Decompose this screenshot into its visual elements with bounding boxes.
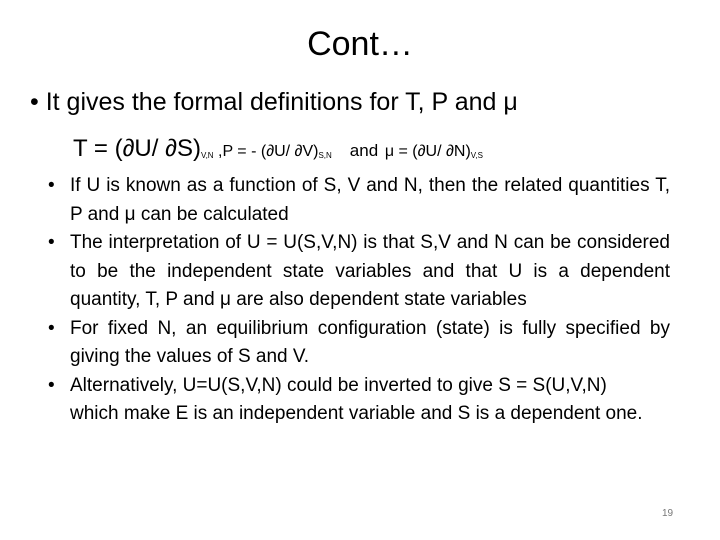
formula-mu-sub: V,S bbox=[470, 151, 483, 160]
main-bullet-text: It gives the formal definitions for T, P and μ bbox=[45, 88, 518, 116]
formula-t: T = (∂U/ ∂S) bbox=[73, 135, 201, 162]
formula-p-sub: S,N bbox=[318, 151, 332, 160]
bullet-list bbox=[48, 172, 670, 429]
list-item: • Alternatively, U=U(S,V,N) could be inverted to give S = S(U,V,N) bbox=[48, 372, 670, 401]
continuation-text: which make E is an independent variable and S is a dependent one. bbox=[70, 403, 643, 424]
list-item: • For fixed N, an equilibrium configuration (state) is fully specified by giving the values of S and V. bbox=[48, 315, 670, 372]
formula-p: ,P = - (∂U/ ∂V) bbox=[213, 143, 319, 160]
main-bullet: • It gives the formal definitions for T, P and μ bbox=[30, 88, 518, 116]
list-item: • If U is known as a function of S, V and N, then the related quantities T, P and μ can be calculated bbox=[48, 172, 670, 229]
formula-and: and bbox=[349, 141, 379, 160]
slide-title: Cont… bbox=[307, 25, 413, 63]
list-item: • The interpretation of U = U(S,V,N) is that S,V and N can be considered to be the independent state variables and that U is a dependent quantity, T, P and μ are also dependent state variables bbox=[48, 229, 670, 315]
formula-mu: μ = (∂U/ ∂N) bbox=[384, 143, 471, 160]
page-number: 19 bbox=[662, 508, 674, 519]
formula-line bbox=[73, 132, 483, 173]
formula-t-sub: V,N bbox=[200, 151, 214, 160]
